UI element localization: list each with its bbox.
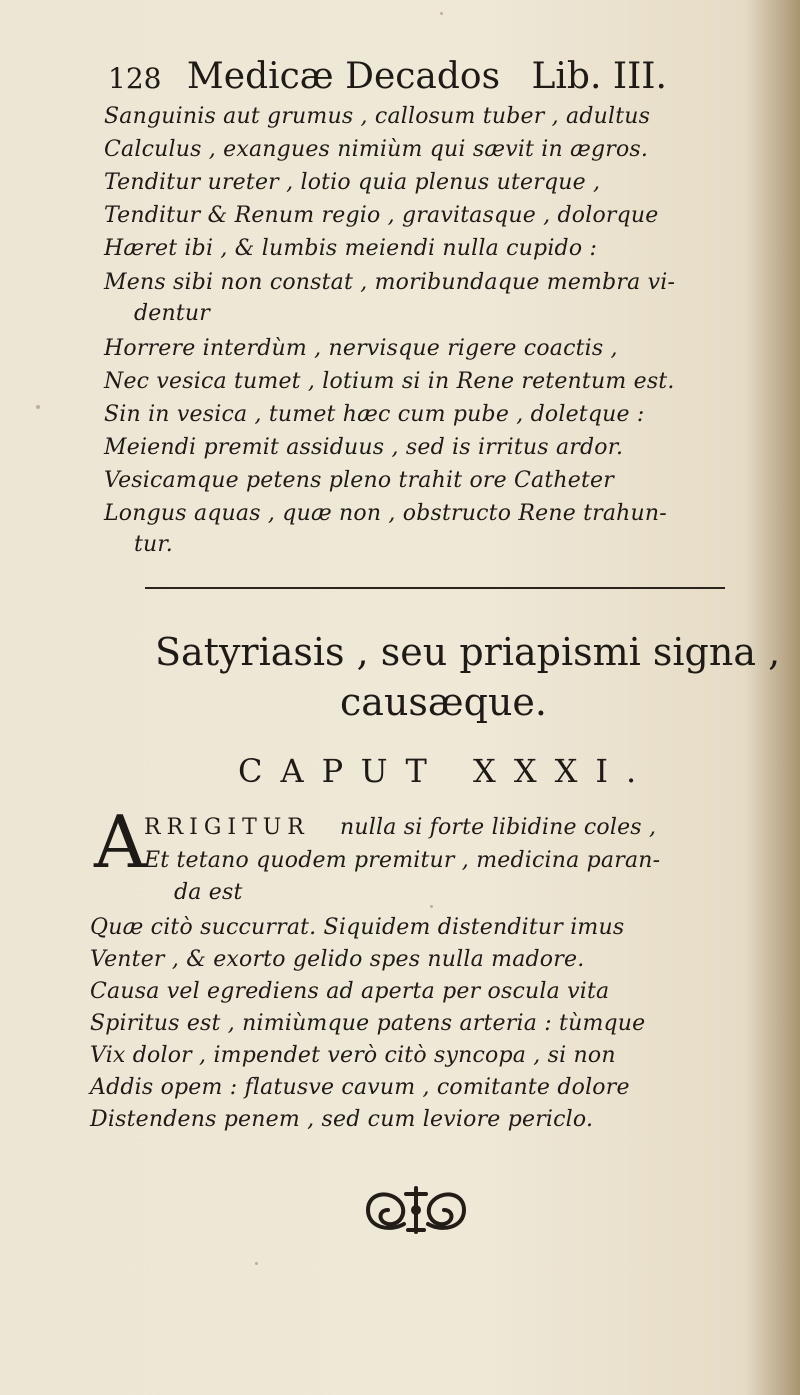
verse-line: Sin in vesica , tumet hæc cum pube , doletque : (104, 402, 645, 427)
chapter-line: Distendens penem , sed cum leviore periclo. (90, 1107, 594, 1132)
verse-line: tur. (134, 532, 173, 557)
verse-line: Sanguinis aut grumus , callosum tuber , adultus (104, 104, 651, 129)
chapter-line: Venter , & exorto gelido spes nulla madore. (90, 947, 585, 972)
page-number: 128 (108, 62, 162, 95)
verse-line: Meiendi premit assiduus , sed is irritus ardor. (104, 435, 624, 460)
paper-speck (36, 405, 40, 409)
paper-speck (440, 12, 443, 15)
chapter-line: Vix dolor , impendet verò citò syncopa , si non (90, 1043, 616, 1068)
paper-speck (430, 905, 433, 908)
verse-line: Mens sibi non constat , moribundaque membra vi- (104, 270, 676, 295)
verse-line: dentur (134, 301, 210, 326)
running-header (108, 56, 708, 106)
verse-line: Tenditur ureter , lotio quia plenus uterque , (104, 170, 601, 195)
tailpiece-ornament-icon (360, 1180, 472, 1240)
running-title: Medicæ Decados (186, 56, 501, 97)
chapter-line: da est (174, 880, 243, 905)
chapter-line: Spiritus est , nimiùmque patens arteria : tùmque (90, 1011, 646, 1036)
verse-line: Tenditur & Renum regio , gravitasque , dolorque (104, 203, 659, 228)
paper-speck (255, 1262, 258, 1265)
chapter-line: nulla si forte libidine coles , (340, 815, 657, 840)
verse-line: Nec vesica tumet , lotium si in Rene retentum est. (104, 369, 675, 394)
verse-line: Longus aquas , quæ non , obstructo Rene trahun- (104, 501, 667, 526)
verse-line: Horrere interdùm , nervisque rigere coactis , (104, 336, 618, 361)
lead-capitals: RRIGITUR (144, 815, 310, 840)
drop-cap: A (94, 800, 146, 884)
verse-line: Hæret ibi , & lumbis meiendi nulla cupido : (104, 236, 598, 261)
book-number: Lib. III. (531, 56, 667, 97)
chapter-heading: CAPUT XXXI. (238, 752, 655, 790)
verse-line: Vesicamque petens pleno trahit ore Catheter (104, 468, 614, 493)
chapter-line: Et tetano quodem premitur , medicina paran- (144, 848, 661, 873)
verse-line: Calculus , exangues nimiùm qui sævit in ægros. (104, 137, 649, 162)
section-title-continued: causæque. (340, 680, 547, 724)
chapter-line: Quæ citò succurrat. Siquidem distenditur imus (90, 915, 625, 940)
section-title: Satyriasis , seu priapismi signa , (155, 630, 781, 674)
chapter-line: Causa vel egrediens ad aperta per oscula vita (90, 979, 610, 1004)
section-divider (145, 587, 725, 589)
chapter-line: Addis opem : flatusve cavum , comitante dolore (90, 1075, 630, 1100)
